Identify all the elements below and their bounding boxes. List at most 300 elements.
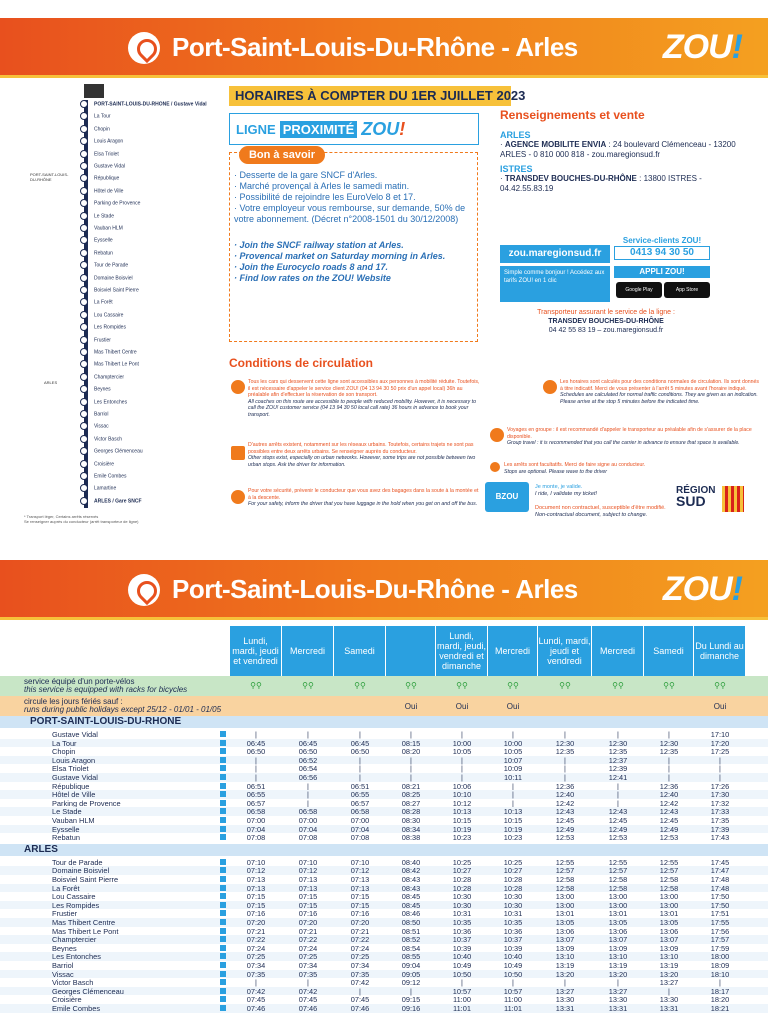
column-header: Mercredi (282, 626, 334, 676)
table-row (0, 1004, 768, 1013)
stop-name: Louis Aragon (52, 755, 96, 765)
time-cell: 06:51 (246, 781, 266, 791)
diagram-stop (80, 323, 126, 333)
time-cell: 13:30 (659, 995, 679, 1005)
time-cell: 12:58 (608, 883, 628, 893)
diagram-stop (80, 162, 125, 172)
time-cell: 06:55 (350, 790, 370, 800)
time-cell: 13:10 (608, 952, 628, 962)
stop-label: Eysselle (94, 237, 113, 244)
stop-label: ARLES / Gare SNCF (94, 498, 142, 505)
zou-logo: ZOU! (662, 28, 742, 66)
stop-type-icon (220, 885, 226, 891)
time-cell: 17:26 (710, 781, 730, 791)
stop-label: Tour de Parade (94, 262, 129, 269)
time-cell: | (359, 730, 361, 739)
time-cell: | (668, 730, 670, 739)
time-cell: 13:30 (608, 995, 628, 1005)
bicycle-icon: ⚲⚲ (354, 681, 366, 690)
time-cell: 07:35 (350, 969, 370, 979)
diagram-stop (80, 249, 113, 259)
time-cell: 10:37 (452, 935, 472, 945)
time-cell: 17:39 (710, 824, 730, 834)
time-cell: 09:04 (401, 961, 421, 970)
time-cell: | (255, 773, 257, 782)
time-cell: 07:24 (246, 943, 266, 953)
stop-label: Boisviel Saint Pierre (94, 287, 139, 294)
time-cell: | (719, 773, 721, 782)
time-cell: 08:51 (401, 926, 421, 936)
time-cell: | (410, 730, 412, 739)
time-cell: 07:45 (298, 995, 318, 1005)
time-cell: 12:42 (659, 798, 679, 808)
bike-service-row: service équipé d'un porte-vélos this service is equipped with racks for bicycles ⚲⚲ ⚲⚲ ⚲⚲ ⚲⚲ ⚲⚲ ⚲⚲ ⚲⚲ ⚲⚲ ⚲⚲ ⚲⚲ (0, 676, 768, 696)
time-cell: 12:58 (608, 875, 628, 884)
time-cell: 07:12 (350, 866, 370, 876)
stop-label: Lou Cassaire (94, 312, 124, 319)
time-cell: 12:45 (659, 816, 679, 825)
time-cell: 13:27 (659, 978, 679, 988)
time-cell: 17:45 (710, 857, 730, 867)
time-cell: 08:25 (401, 790, 421, 800)
stop-type-icon (220, 731, 226, 737)
time-cell: 17:10 (710, 730, 730, 739)
diagram-stop (80, 174, 119, 184)
time-cell: 12:49 (555, 824, 575, 834)
time-cell: | (617, 730, 619, 739)
time-cell: 12:58 (659, 875, 679, 884)
column-header: Lundi, mardi, jeudi, vendredi et dimanche (436, 626, 488, 676)
stop-type-icon (220, 817, 226, 823)
stop-label: Hôtel de Ville (94, 188, 124, 195)
stop-dot-icon (80, 112, 88, 120)
time-cell: 17:47 (710, 866, 730, 876)
stop-type-icon (220, 962, 226, 968)
side-label-arles: ARLES (44, 380, 58, 385)
region-sud-logo: RÉGION SUD (676, 485, 716, 509)
stop-name: Eysselle (52, 824, 80, 834)
diagram-stop (80, 348, 137, 358)
time-cell: 12:30 (608, 738, 628, 748)
stop-name: Mas Thibert Centre (52, 918, 116, 927)
time-cell: 06:45 (298, 738, 318, 748)
website-link[interactable]: zou.maregionsud.fr (500, 245, 610, 263)
diagram-stop (80, 373, 124, 383)
time-cell: | (617, 790, 619, 800)
time-cell: 07:25 (246, 952, 266, 962)
diagram-stop (80, 422, 109, 432)
time-cell: 08:55 (401, 952, 421, 962)
time-cell: 07:13 (246, 875, 266, 884)
time-cell: 10:40 (452, 952, 472, 962)
stop-label: Croisière (94, 460, 115, 467)
stop-type-icon (220, 928, 226, 934)
time-cell: 06:51 (350, 781, 370, 791)
time-cell: 17:43 (710, 833, 730, 843)
diagram-stop (80, 187, 123, 197)
time-cell: 09:16 (401, 1004, 421, 1013)
stop-name: Gustave Vidal (52, 730, 98, 739)
table-row (0, 858, 768, 867)
time-cell: 17:30 (710, 790, 730, 800)
table-row (0, 909, 768, 918)
time-cell: 17:57 (710, 935, 730, 945)
time-cell: 10:36 (452, 926, 472, 936)
stop-type-icon (220, 757, 226, 763)
time-cell: 13:20 (659, 969, 679, 979)
time-cell: 08:54 (401, 943, 421, 953)
stop-label: Champtercier (94, 374, 125, 381)
time-cell: 12:35 (659, 747, 679, 757)
time-cell: | (461, 764, 463, 774)
time-cell: 13:07 (659, 935, 679, 945)
time-cell: | (564, 764, 566, 774)
time-cell: 12:58 (659, 883, 679, 893)
stop-label: République (94, 175, 120, 182)
timetable-header-bar (0, 560, 768, 620)
time-cell: 10:15 (503, 816, 523, 825)
stop-label: La Tour (94, 113, 111, 120)
time-cell: 07:46 (350, 1004, 370, 1013)
location-pin-icon (128, 574, 160, 606)
column-header (386, 626, 436, 676)
timetable-column-headers (0, 626, 768, 676)
time-cell: | (410, 755, 412, 765)
time-cell: 13:00 (555, 900, 575, 910)
time-cell: 06:54 (298, 764, 318, 774)
time-cell: 10:35 (452, 918, 472, 927)
time-cell: | (359, 773, 361, 782)
time-cell: 07:42 (298, 986, 318, 996)
time-cell: | (564, 755, 566, 765)
time-cell: 08:45 (401, 900, 421, 910)
time-cell: 12:40 (659, 790, 679, 800)
table-row (0, 739, 768, 748)
time-cell: 10:57 (452, 986, 472, 996)
stop-type-icon (220, 800, 226, 806)
time-cell: | (564, 773, 566, 782)
diagram-stop (80, 447, 143, 457)
time-cell: 07:46 (298, 1004, 318, 1013)
bicycle-icon: ⚲⚲ (302, 681, 314, 690)
time-cell: | (410, 773, 412, 782)
stop-type-icon (220, 919, 226, 925)
time-cell: 13:06 (608, 926, 628, 936)
time-cell: 13:19 (608, 961, 628, 970)
time-cell: 07:16 (246, 909, 266, 919)
wheelchair-icon (231, 380, 245, 394)
stop-name: Vauban HLM (52, 816, 95, 825)
time-cell: 12:57 (608, 866, 628, 876)
stop-name: Le Stade (52, 807, 82, 817)
stop-dot-icon (80, 212, 88, 220)
time-cell: 12:43 (555, 807, 575, 817)
time-cell: 07:42 (350, 978, 370, 988)
time-cell: 10:50 (503, 969, 523, 979)
stop-label: Mas Thibert Centre (94, 349, 137, 356)
time-cell: 12:49 (659, 824, 679, 834)
table-row (0, 833, 768, 842)
time-cell: 07:12 (246, 866, 266, 876)
time-cell: 09:12 (401, 978, 421, 988)
stop-type-icon (220, 945, 226, 951)
time-cell: 07:04 (298, 824, 318, 834)
stop-name: Frustier (52, 909, 78, 919)
time-cell: 06:56 (298, 773, 318, 782)
table-row (0, 927, 768, 936)
condition-schedules: Les horaires sont calculés pour des conditions normales de circulation. Ils sont donnés à titre indicatif. Merci de vous présenter à l'arrêt 5 minutes avant l'horaire indiqué. Schedules are calculated for normal traffic conditions. They are given as an indication. Please arrive at the stop 5 minutes before the indicated time. (560, 379, 759, 405)
stop-name: La Forêt (52, 883, 80, 893)
time-cell: 08:40 (401, 857, 421, 867)
stop-name: Croisière (52, 995, 82, 1005)
table-row (0, 875, 768, 884)
time-cell: 12:36 (555, 781, 575, 791)
time-cell: 08:21 (401, 781, 421, 791)
clock-icon (543, 380, 557, 394)
time-cell: 07:10 (246, 857, 266, 867)
stop-dot-icon (80, 137, 88, 145)
time-cell: 12:53 (608, 833, 628, 843)
time-cell: 06:50 (350, 747, 370, 757)
time-cell: 07:46 (246, 1004, 266, 1013)
stop-label: Elsa Triolet (94, 150, 119, 157)
stop-dot-icon (80, 472, 88, 480)
time-cell: 07:25 (298, 952, 318, 962)
stop-name: Domaine Boisviel (52, 866, 110, 876)
time-cell: 06:55 (246, 790, 266, 800)
time-cell: 06:57 (246, 798, 266, 808)
stop-label: Les Rompides (94, 324, 126, 331)
time-cell: 11:01 (504, 1004, 522, 1013)
time-cell: | (617, 978, 619, 988)
location-pin-icon (128, 32, 160, 64)
diagram-stop (80, 261, 128, 271)
stop-name: Lou Cassaire (52, 892, 96, 902)
stop-label: Lamartine (94, 485, 117, 492)
time-cell: 08:30 (401, 816, 421, 825)
stop-type-icon (220, 876, 226, 882)
column-header: Lundi, mardi, jeudi et vendredi (230, 626, 282, 676)
time-cell: 10:28 (452, 883, 472, 893)
time-cell: 08:15 (401, 738, 421, 748)
time-cell: | (461, 773, 463, 782)
time-cell: | (668, 986, 670, 996)
time-cell: | (719, 764, 721, 774)
time-cell: 10:09 (503, 764, 523, 774)
time-cell: 08:43 (401, 883, 421, 893)
time-cell: 10:23 (503, 833, 523, 843)
table-row (0, 807, 768, 816)
bicycle-icon: ⚲⚲ (456, 681, 468, 690)
time-cell: 13:01 (659, 909, 679, 919)
time-cell: 17:48 (710, 883, 730, 893)
time-cell: 10:23 (452, 833, 472, 843)
stop-label: Victor Basch (94, 436, 122, 443)
bicycle-icon: ⚲⚲ (714, 681, 726, 690)
stop-label: Louis Aragon (94, 138, 124, 145)
stop-dot-icon (80, 150, 88, 158)
time-cell: 10:39 (452, 943, 472, 953)
service-client-phone[interactable]: 0413 94 30 50 (614, 246, 710, 260)
column-header: Du Lundi au dimanche (694, 626, 746, 676)
time-cell: 10:30 (452, 892, 472, 902)
time-cell: 13:30 (555, 995, 575, 1005)
time-cell: 06:58 (350, 807, 370, 817)
time-cell: 10:07 (503, 755, 523, 765)
time-cell: 12:30 (555, 738, 575, 748)
stop-label: Beynes (94, 386, 111, 393)
time-cell: 07:16 (350, 909, 370, 919)
bicycle-icon: ⚲⚲ (663, 681, 675, 690)
conditions-title: Conditions de circulation (229, 356, 374, 370)
holiday-cell: Oui (455, 702, 469, 711)
time-cell: 10:19 (503, 824, 523, 834)
time-cell: 18:00 (710, 952, 730, 962)
time-cell: 12:55 (659, 857, 679, 867)
time-cell: 13:06 (555, 926, 575, 936)
time-cell: 12:40 (555, 790, 575, 800)
time-cell: 12:57 (555, 866, 575, 876)
service-client-title: Service-clients ZOU! (622, 236, 702, 245)
time-cell: 18:21 (710, 1004, 730, 1013)
table-row (0, 961, 768, 970)
time-cell: 13:19 (555, 961, 575, 970)
stop-dot-icon (80, 187, 88, 195)
time-cell: 07:45 (350, 995, 370, 1005)
time-cell: 07:00 (246, 816, 266, 825)
stop-dot-icon (80, 373, 88, 381)
stop-type-icon (220, 953, 226, 959)
stop-dot-icon (80, 249, 88, 257)
table-row (0, 995, 768, 1004)
app-promo: Simple comme bonjour ! Accédez aux tarifs ZOU! en 1 clic (500, 266, 610, 302)
time-cell: 07:04 (350, 824, 370, 834)
time-cell: 13:19 (659, 961, 679, 970)
time-cell: 07:04 (246, 824, 266, 834)
stop-type-icon (220, 774, 226, 780)
time-cell: 13:00 (608, 900, 628, 910)
time-cell: 07:16 (298, 909, 318, 919)
time-cell: | (255, 730, 257, 739)
time-cell: 12:37 (608, 755, 628, 765)
stop-name: Hôtel de Ville (52, 790, 96, 800)
app-store-badge[interactable]: App Store (664, 282, 710, 298)
stop-dot-icon (80, 398, 88, 406)
stop-name: Georges Clémenceau (52, 986, 124, 996)
stop-type-icon (220, 791, 226, 797)
time-cell: 07:10 (350, 857, 370, 867)
stop-label: La Forêt (94, 299, 113, 306)
stop-dot-icon (80, 323, 88, 331)
time-cell: 12:43 (608, 807, 628, 817)
stop-type-icon (220, 867, 226, 873)
time-cell: 06:52 (298, 755, 318, 765)
time-cell: 13:09 (555, 943, 575, 953)
stop-label: Chopin (94, 126, 110, 133)
time-cell: 13:10 (555, 952, 575, 962)
stop-type-icon (220, 783, 226, 789)
time-cell: 10:28 (503, 883, 523, 893)
time-cell: 12:58 (555, 875, 575, 884)
diagram-stop (80, 274, 133, 284)
table-row (0, 782, 768, 791)
urban-bus-icon (231, 446, 245, 460)
stop-dot-icon (80, 224, 88, 232)
time-cell: 12:41 (608, 773, 628, 782)
time-cell: 07:22 (350, 935, 370, 945)
time-cell: 12:39 (608, 764, 628, 774)
stop-name: Rebatun (52, 833, 80, 843)
time-cell: 08:38 (401, 833, 421, 843)
stop-dot-icon (80, 435, 88, 443)
time-cell: 10:40 (503, 952, 523, 962)
stop-dot-icon (80, 298, 88, 306)
condition-luggage: Pour votre sécurité, prévenir le conducteur que vous avez des bagages dans la soute à la montée et à la descente. For your safety, inform the driver that you have luggage in the hold when you get on and off the bus. (248, 488, 479, 507)
time-cell: 08:43 (401, 875, 421, 884)
stop-label: Frustier (94, 336, 111, 343)
time-cell: 07:35 (298, 969, 318, 979)
time-cell: 07:13 (350, 875, 370, 884)
time-cell: | (359, 986, 361, 996)
table-row (0, 884, 768, 893)
time-cell: 10:13 (452, 807, 472, 817)
time-cell: 07:00 (298, 816, 318, 825)
time-cell: 13:20 (555, 969, 575, 979)
stop-name: Boisviel Saint Pierre (52, 875, 119, 884)
time-cell: 10:30 (452, 900, 472, 910)
diagram-stop (80, 435, 122, 445)
time-cell: 10:36 (503, 926, 523, 936)
time-cell: 13:09 (659, 943, 679, 953)
bicycle-icon: ⚲⚲ (559, 681, 571, 690)
time-cell: 18:09 (710, 961, 730, 970)
time-cell: 10:28 (503, 875, 523, 884)
time-cell: | (719, 755, 721, 765)
stop-label: Mas Thibert Le Pont (94, 361, 139, 368)
time-cell: | (512, 978, 514, 988)
stop-type-icon (220, 859, 226, 865)
zou-logo: ZOU! (662, 570, 742, 608)
time-cell: | (512, 798, 514, 808)
diagram-stop (80, 398, 127, 408)
time-cell: 06:58 (298, 807, 318, 817)
table-row (0, 764, 768, 773)
google-play-badge[interactable]: Google Play (616, 282, 662, 298)
time-cell: 07:22 (246, 935, 266, 945)
renseignements-title: Renseignements et vente (500, 108, 645, 122)
time-cell: | (564, 730, 566, 739)
time-cell: 07:15 (350, 900, 370, 910)
time-cell: 07:22 (298, 935, 318, 945)
time-cell: 10:15 (452, 816, 472, 825)
time-cell: 10:35 (503, 918, 523, 927)
diagram-stop (80, 472, 127, 482)
time-cell: 07:13 (298, 875, 318, 884)
stop-dot-icon (80, 236, 88, 244)
time-cell: 17:25 (710, 747, 730, 757)
holiday-cell: Oui (506, 702, 520, 711)
stop-name: Victor Basch (52, 978, 94, 988)
time-cell: 10:49 (452, 961, 472, 970)
time-cell: 17:50 (710, 892, 730, 902)
diagram-stop (80, 112, 111, 122)
time-cell: 13:00 (555, 892, 575, 902)
stop-dot-icon (80, 162, 88, 170)
time-cell: 10:30 (503, 900, 523, 910)
info-istres: ISTRES · TRANSDEV BOUCHES-DU-RHÔNE : 13800 ISTRES - 04.42.55.83.19 (500, 164, 702, 193)
condition-optional-stops: Les arrêts sont facultatifs. Merci de faire signe au conducteur. Stops are optional. Please wave to the driver (504, 462, 646, 475)
table-row (0, 901, 768, 910)
